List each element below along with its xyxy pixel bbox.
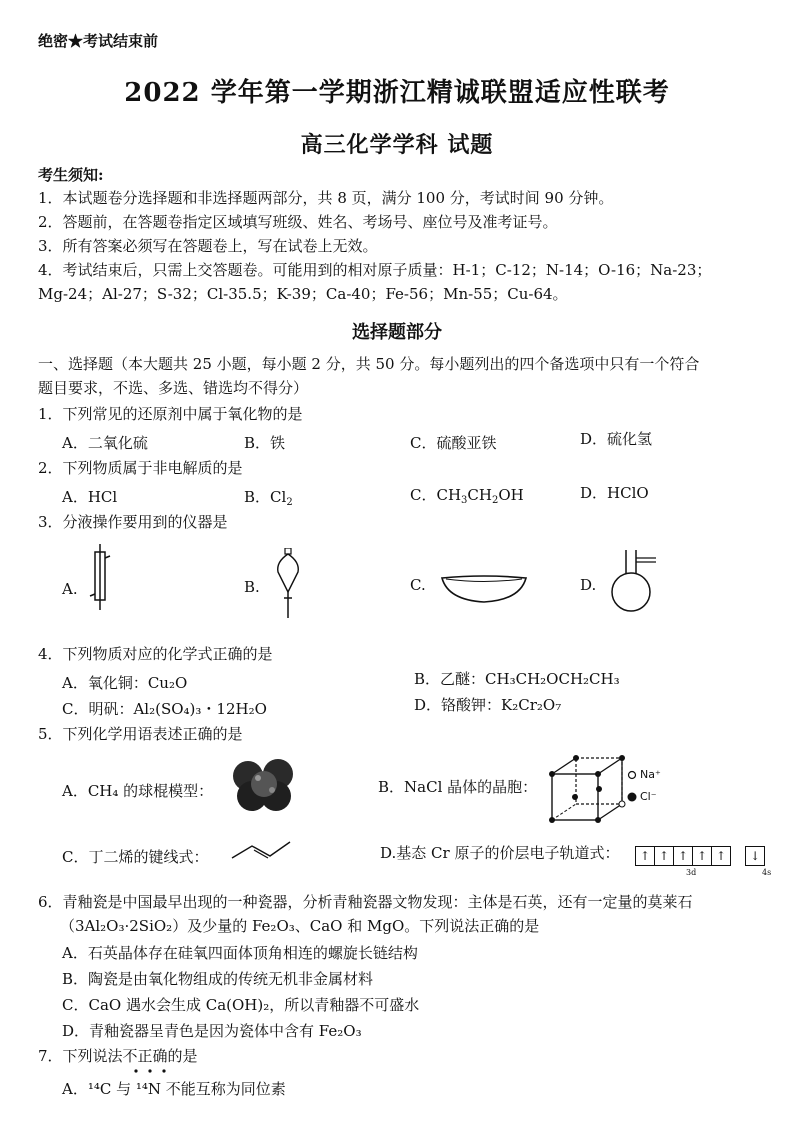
q5-option-c: C．丁二烯的键线式： <box>62 848 209 866</box>
q2-option-b: B．$Cl_2$ <box>244 488 293 508</box>
q2-option-d: D．HClO <box>580 484 649 502</box>
part1-line1: 一、选择题（本大题共 25 小题，每小题 2 分，共 50 分。每小题列出的四个备选项中只有一个符合 <box>38 355 700 373</box>
orbital-box: ↑ <box>673 846 693 866</box>
notice-item: 1．本试题卷分选择题和非选择题两部分，共 8 页，满分 100 分，考试时间 90 分钟。 <box>38 189 614 207</box>
q5-option-a: A．CH₄ 的球棍模型： <box>62 782 214 800</box>
cr-orbital-diagram <box>635 845 764 866</box>
q6-option-b: B．陶瓷是由氧化物组成的传统无机非金属材料 <box>62 970 374 988</box>
q5-option-d: D.基态 Cr 原子的价层电子轨道式： <box>380 844 620 862</box>
q4-option-c: C．明矾：Al₂(SO₄)₃・12H₂O <box>62 700 267 718</box>
orbital-box: ↑ <box>654 846 674 866</box>
q4-option-d: D．铬酸钾：K₂Cr₂O₇ <box>414 696 562 714</box>
q6-option-d: D．青釉瓷器呈青色是因为瓷体中含有 Fe₂O₃ <box>62 1022 362 1040</box>
label-4s: 4s <box>762 868 772 877</box>
question-2-stem: 2．下列物质属于非电解质的是 <box>38 459 243 477</box>
orbital-box: ↓ <box>745 846 765 866</box>
label-3d: 3d <box>686 868 697 877</box>
notice-item: 3．所有答案必须写在答题卷上，写在试卷上无效。 <box>38 237 378 255</box>
q2-option-a: A．HCl <box>62 488 118 506</box>
notice-item: 2．答题前，在答题卷指定区域填写班级、姓名、考场号、座位号及准考证号。 <box>38 213 558 231</box>
q3-option-a: A. <box>62 580 78 598</box>
q7-option-a: A．¹⁴C 与 ¹⁴N 不能互称为同位素 <box>62 1080 286 1098</box>
question-6-stem-line1: 6．青釉瓷是中国最早出现的一种瓷器，分析青釉瓷器文物发现：主体是石英，还有一定量的莫莱石 <box>38 893 693 911</box>
condenser-icon <box>88 544 112 610</box>
page-title: 2022 学年第一学期浙江精诚联盟适应性联考 <box>124 78 670 108</box>
page-subtitle: 高三化学学科 试题 <box>300 132 494 158</box>
q6-option-a: A．石英晶体存在硅氧四面体顶角相连的螺旋长链结构 <box>62 944 418 962</box>
orbital-3d <box>635 845 730 866</box>
orbital-4s <box>745 845 764 866</box>
question-7-stem: 7．下列说法不正确的是 <box>38 1047 198 1065</box>
part1-line2: 题目要求，不选、多选、错选均不得分） <box>38 379 309 397</box>
q1-option-a: A．二氧化硫 <box>62 434 148 452</box>
orbital-box: ↑ <box>711 846 731 866</box>
question-1-stem: 1．下列常见的还原剂中属于氧化物的是 <box>38 405 303 423</box>
section-title: 选择题部分 <box>352 322 442 343</box>
nacl-unit-cell-diagram <box>548 754 628 824</box>
q4-option-a: A．氧化铜：Cu₂O <box>62 674 188 692</box>
orbital-box: ↑ <box>635 846 655 866</box>
q1-option-b: B．铁 <box>244 434 286 452</box>
q1-option-d: D．硫化氢 <box>580 430 653 448</box>
notice-item: 4．考试结束后，只需上交答题卷。可能用到的相对原子质量：H-1；C-12；N-14；O-16；Na-23； <box>38 261 712 279</box>
question-3-stem: 3．分液操作要用到的仪器是 <box>38 513 228 531</box>
evaporating-dish-icon <box>440 572 528 604</box>
butadiene-skeletal-formula <box>230 838 292 862</box>
q3-option-b: B. <box>244 578 260 596</box>
secret-label: 绝密★考试结束前 <box>38 32 159 50</box>
distillation-flask-icon <box>606 550 662 614</box>
na-legend-label: Na⁺ <box>640 768 661 781</box>
q4-option-b: B．乙醚：CH₃CH₂OCH₂CH₃ <box>414 670 620 688</box>
question-6-stem-line2: （3Al₂O₃·2SiO₂）及少量的 Fe₂O₃、CaO 和 MgO。下列说法正确的是 <box>60 917 540 935</box>
notice-heading: 考生须知: <box>38 166 104 184</box>
q2-option-c: C．$CH_3CH_2OH$ <box>410 486 524 506</box>
separatory-funnel-icon <box>274 548 302 620</box>
question-4-stem: 4．下列物质对应的化学式正确的是 <box>38 645 273 663</box>
q3-option-d: D. <box>580 576 597 594</box>
orbital-box: ↑ <box>692 846 712 866</box>
q1-option-c: C．硫酸亚铁 <box>410 434 497 452</box>
notice-item: Mg-24；Al-27；S-32；Cl-35.5；K-39；Ca-40；Fe-56；Mn-55；Cu-64。 <box>38 285 568 303</box>
emphasis-dots <box>130 1068 170 1074</box>
q6-option-c: C．CaO 遇水会生成 Ca(OH)₂，所以青釉器不可盛水 <box>62 996 420 1014</box>
methane-ball-stick-model <box>228 750 300 816</box>
q5-option-b: B．NaCl 晶体的晶胞： <box>378 778 538 796</box>
question-5-stem: 5．下列化学用语表述正确的是 <box>38 725 243 743</box>
q3-option-c: C. <box>410 576 426 594</box>
legend-markers <box>626 768 638 804</box>
cl-legend-label: Cl⁻ <box>640 790 657 803</box>
